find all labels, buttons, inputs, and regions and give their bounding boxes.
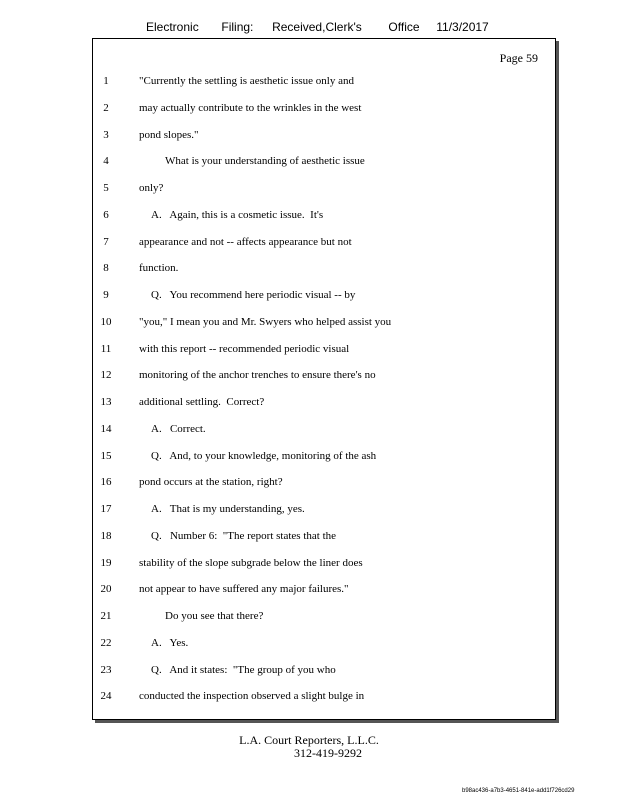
line-text: A. Yes. [151, 636, 189, 649]
line-text: Do you see that there? [165, 610, 264, 622]
line-number: 16 [100, 476, 112, 489]
line-text: pond slopes." [139, 128, 199, 141]
stamp-word-received: Received,Clerk's [272, 20, 362, 34]
line-text: additional settling. Correct? [139, 396, 265, 408]
line-number: 19 [100, 556, 112, 569]
line-number: 5 [103, 182, 109, 194]
court-reporter-name: L.A. Court Reporters, L.L.C. [239, 733, 379, 747]
line-text: Q. And, to your knowledge, monitoring of the ash [151, 449, 377, 462]
line-text: A. That is my understanding, yes. [151, 503, 305, 515]
line-text: only? [139, 182, 164, 194]
line-text: What is your understanding of aesthetic issue [165, 155, 365, 168]
line-text: A. Correct. [151, 422, 206, 435]
line-number: 15 [100, 449, 112, 462]
line-number: 23 [100, 663, 112, 676]
line-number: 8 [103, 262, 109, 275]
line-text: pond occurs at the station, right? [139, 476, 283, 489]
line-number: 24 [100, 690, 112, 703]
line-number: 10 [100, 315, 112, 328]
line-number: 9 [103, 289, 109, 301]
line-text: "you," I mean you and Mr. Swyers who helped assist you [139, 315, 392, 328]
court-reporter-phone: 312-419-9292 [294, 746, 362, 760]
line-number: 20 [100, 583, 112, 596]
line-text: "Currently the settling is aesthetic issue only and [139, 75, 354, 87]
line-text: monitoring of the anchor trenches to ensure there's no [139, 369, 376, 382]
line-text: Q. You recommend here periodic visual -- by [151, 289, 356, 301]
document-id: b98ac436-a7b3-4651-841e-add1f726cd29 [462, 788, 575, 794]
line-text: not appear to have suffered any major failures." [139, 583, 349, 596]
line-text: Q. And it states: "The group of you who [151, 663, 336, 676]
line-number: 11 [100, 342, 112, 355]
line-number: 1 [103, 75, 109, 87]
line-number: 14 [100, 422, 112, 435]
line-text: with this report -- recommended periodic visual [139, 342, 350, 355]
line-number: 2 [103, 101, 109, 114]
line-text: Q. Number 6: "The report states that the [151, 529, 337, 542]
filing-stamp [146, 20, 489, 34]
line-number: 4 [103, 155, 109, 168]
line-number: 6 [103, 208, 109, 221]
transcript-page [92, 38, 556, 720]
footer [0, 734, 618, 760]
stamp-word-office: Office [388, 20, 420, 34]
stamp-date: 11/3/2017 [436, 20, 489, 34]
line-number: 7 [103, 235, 109, 248]
line-text: function. [139, 262, 179, 275]
line-number: 17 [100, 503, 112, 515]
line-number: 18 [100, 529, 112, 542]
line-number: 22 [100, 636, 112, 649]
line-number: 13 [100, 396, 112, 408]
line-text: may actually contribute to the wrinkles in the west [139, 101, 362, 114]
line-number: 12 [100, 369, 112, 382]
line-text: appearance and not -- affects appearance but not [139, 235, 352, 248]
line-number: 21 [100, 610, 112, 622]
line-text: conducted the inspection observed a slight bulge in [139, 690, 365, 703]
stamp-word-filing: Filing: [221, 20, 254, 34]
line-text: stability of the slope subgrade below the liner does [139, 556, 363, 569]
line-number: 3 [103, 128, 109, 141]
stamp-word-electronic: Electronic [146, 20, 199, 34]
page-number: Page 59 [499, 51, 538, 65]
line-text: A. Again, this is a cosmetic issue. It's [151, 208, 324, 221]
